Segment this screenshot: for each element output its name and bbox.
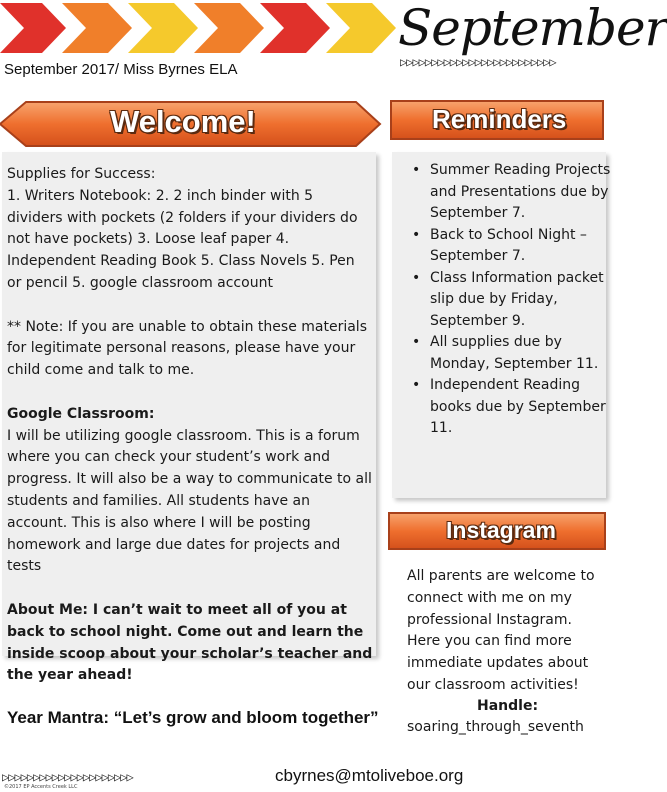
- google-classroom-body: I will be utilizing google classroom. This is a forum where you can check your student’s work and progress. It will also be a way to communicate to all students and families. All students have an account. This is also where I will be posting homework and large due dates for projects and tests: [7, 427, 372, 575]
- chevron-6: [326, 3, 396, 53]
- chevron-2: [62, 3, 132, 53]
- welcome-content: [7, 164, 373, 687]
- chevron-1: [0, 3, 66, 53]
- header-triangle-strip: ▷▷▷▷▷▷▷▷▷▷▷▷▷▷▷▷▷▷▷▷▷▷▷▷▷: [400, 55, 556, 69]
- instagram-handle: soaring_through_seventh: [407, 719, 584, 735]
- supplies-heading: Supplies for Success:: [7, 166, 156, 182]
- supplies-body: 1. Writers Notebook: 2. 2 inch binder with 5 dividers with pockets (2 folders if your dividers do not have pockets) 3. Loose leaf paper 4. Independent Reading Book 5. Class Novels 5. Pen or pencil 5. google classroom account: [7, 187, 358, 291]
- month-title: September: [398, 0, 667, 57]
- note-text: ** Note: If you are unable to obtain these materials for legitimate personal reasons, please have your child come and talk to me.: [7, 318, 367, 379]
- chevron-3: [128, 3, 198, 53]
- chevron-border: [0, 0, 400, 56]
- reminder-item: • Back to School Night – September 7.: [412, 226, 587, 264]
- contact-email[interactable]: cbyrnes@mtoliveboe.org: [275, 766, 464, 785]
- about-me-text: About Me: I can’t wait to meet all of you at back to school night. Come out and learn the inside scoop about your scholar’s teacher and the year ahead!: [7, 601, 373, 684]
- welcome-banner-text: Welcome!: [110, 104, 256, 139]
- footer-triangle-strip: ▷▷▷▷▷▷▷▷▷▷▷▷▷▷▷▷▷▷▷▷▷: [2, 770, 133, 784]
- reminders-list: [408, 160, 618, 440]
- copyright: ©2017 EP Accents Creek LLC: [4, 784, 78, 790]
- reminder-item: • Summer Reading Projects and Presentations due by September 7.: [412, 162, 611, 221]
- instagram-banner-text: Instagram: [446, 517, 556, 543]
- reminder-item: • All supplies due by Monday, September 11.: [412, 334, 599, 372]
- instagram-handle-label: Handle:: [477, 698, 539, 714]
- google-classroom-heading: Google Classroom:: [7, 405, 155, 422]
- instagram-body: All parents are welcome to connect with me on my professional Instagram. Here you can find more immediate updates about our classroom activities!: [407, 568, 595, 693]
- page-subtitle: September 2017/ Miss Byrnes ELA: [4, 61, 238, 78]
- chevron-4: [194, 3, 264, 53]
- reminder-item: • Class Information packet slip due by Friday, September 9.: [412, 269, 604, 329]
- reminder-item: • Independent Reading books due by September 11.: [412, 377, 606, 436]
- year-mantra: Year Mantra: “Let’s grow and bloom together”: [7, 708, 379, 727]
- chevron-5: [260, 3, 330, 53]
- reminders-banner-text: Reminders: [432, 104, 567, 134]
